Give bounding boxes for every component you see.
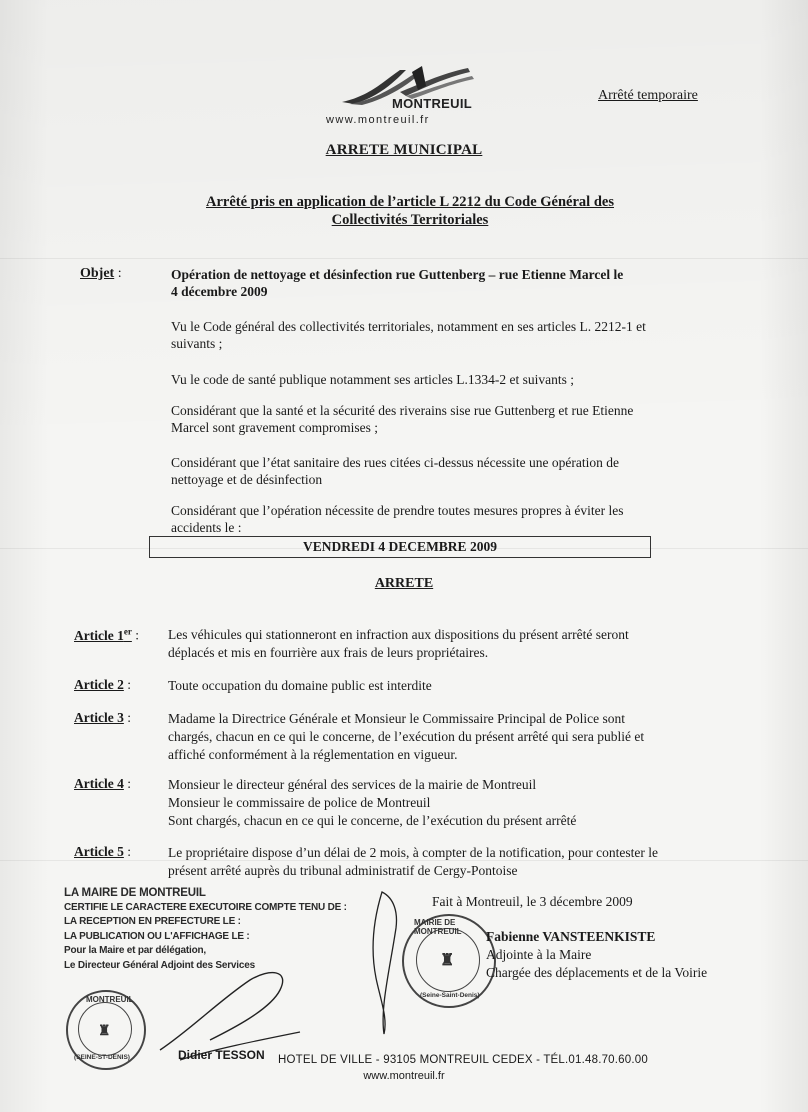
consideration-paragraph: Vu le code de santé publique notamment ses articles L.1334-2 et suivants ; (171, 372, 574, 387)
seal-text: (SEINE-ST-DENIS) (74, 1054, 130, 1061)
temporary-label: Arrêté temporaire (598, 88, 698, 103)
seal-text: MONTREUIL (86, 995, 134, 1004)
subtitle-line: Arrêté pris en application de l’article L 2212 du Code Général des (206, 194, 614, 210)
signatory-block (486, 928, 707, 982)
seal-emblem-icon: ♜ (98, 1022, 111, 1038)
signatory-role: Chargée des déplacements et de la Voirie (486, 965, 708, 980)
footer-url: www.montreuil.fr (363, 1070, 445, 1082)
footer-address: HOTEL DE VILLE - 93105 MONTREUIL CEDEX - TÉL.01.48.70.60.00 (278, 1054, 648, 1066)
article-label: Article 4 : (74, 776, 131, 791)
consideration-paragraph: Considérant que l’état sanitaire des rues citées ci-dessus nécessite une opération de nettoyage et de désinfection (171, 455, 619, 487)
fold-crease (0, 258, 808, 259)
seal-text: MAIRIE DE MONTREUIL (414, 918, 462, 936)
article-text: Le propriétaire dispose d’un délai de 2 mois, à compter de la notification, pour contester le présent arrêté auprès du tribunal administratif de Cergy-Pontoise (168, 845, 658, 878)
seal-emblem-icon: ♜ (440, 952, 455, 969)
article-text: Monsieur le directeur général des services de la mairie de Montreuil Monsieur le commissaire de police de Montreuil Sont chargés, chacun en ce qui le concerne, de l’exécution du présent arrêté (168, 777, 577, 828)
consideration-paragraph: Considérant que l’opération nécessite de prendre toutes mesures propres à éviter les accidents le : (171, 503, 624, 535)
logo-url: www.montreuil.fr (326, 114, 430, 126)
montreuil-logo (326, 66, 480, 130)
article-label: Article 2 : (74, 677, 131, 692)
article-label: Article 1er : (74, 626, 139, 643)
town-seal-left (66, 990, 146, 1070)
document-subtitle (180, 193, 640, 229)
consideration-paragraph: Vu le Code général des collectivités territoriales, notamment en ses articles L. 2212-1 et suivants ; (171, 319, 646, 351)
consideration-paragraph: Considérant que la santé et la sécurité des riverains sise rue Guttenberg et rue Etienne Marcel sont gravement compromises ; (171, 403, 634, 435)
objet-text: Opération de nettoyage et désinfection rue Guttenberg – rue Etienne Marcel le 4 décembre 2009 (171, 267, 624, 299)
event-date-box: VENDREDI 4 DECEMBRE 2009 (149, 536, 651, 558)
signatory-role: Adjointe à la Maire (486, 947, 592, 962)
director-name: Didier TESSON (178, 1048, 265, 1062)
document-title: ARRETE MUNICIPAL (325, 142, 483, 158)
signatory-name: Fabienne VANSTEENKISTE (486, 929, 656, 944)
article-text: Madame la Directrice Générale et Monsieur le Commissaire Principal de Police sont chargés, chacun en ce qui le concerne, de l’exécution du présent arrêté qui sera publié et affiché conformément à la réglementation en vigueur. (168, 711, 645, 762)
place-and-date: Fait à Montreuil, le 3 décembre 2009 (432, 894, 633, 909)
article-text: Les véhicules qui stationneront en infraction aux dispositions du présent arrêté seront déplacés et mis en fourrière aux frais de leurs propriétaires. (168, 627, 629, 660)
seal-text: (Seine-Saint-Denis) (420, 992, 480, 999)
article-text: Toute occupation du domaine public est interdite (168, 678, 432, 693)
subtitle-line: Collectivités Territoriales (331, 212, 489, 228)
logo-wordmark: MONTREUIL (392, 96, 472, 111)
town-seal-right (402, 914, 496, 1008)
executory-stamp: LA MAIRE DE MONTREUIL CERTIFIE LE CARACTERE EXECUTOIRE COMPTE TENU DE : LA RECEPTION EN PREFECTURE LE : LA PUBLICATION OU L'AFFICHAGE LE : Pour la Maire et par délégation, Le Directeur Général Adjoint des Services (64, 887, 347, 971)
article-label: Article 3 : (74, 710, 131, 725)
arrete-heading: ARRETE (374, 576, 434, 591)
article-label: Article 5 : (74, 844, 131, 859)
objet-label: Objet : (80, 266, 122, 281)
